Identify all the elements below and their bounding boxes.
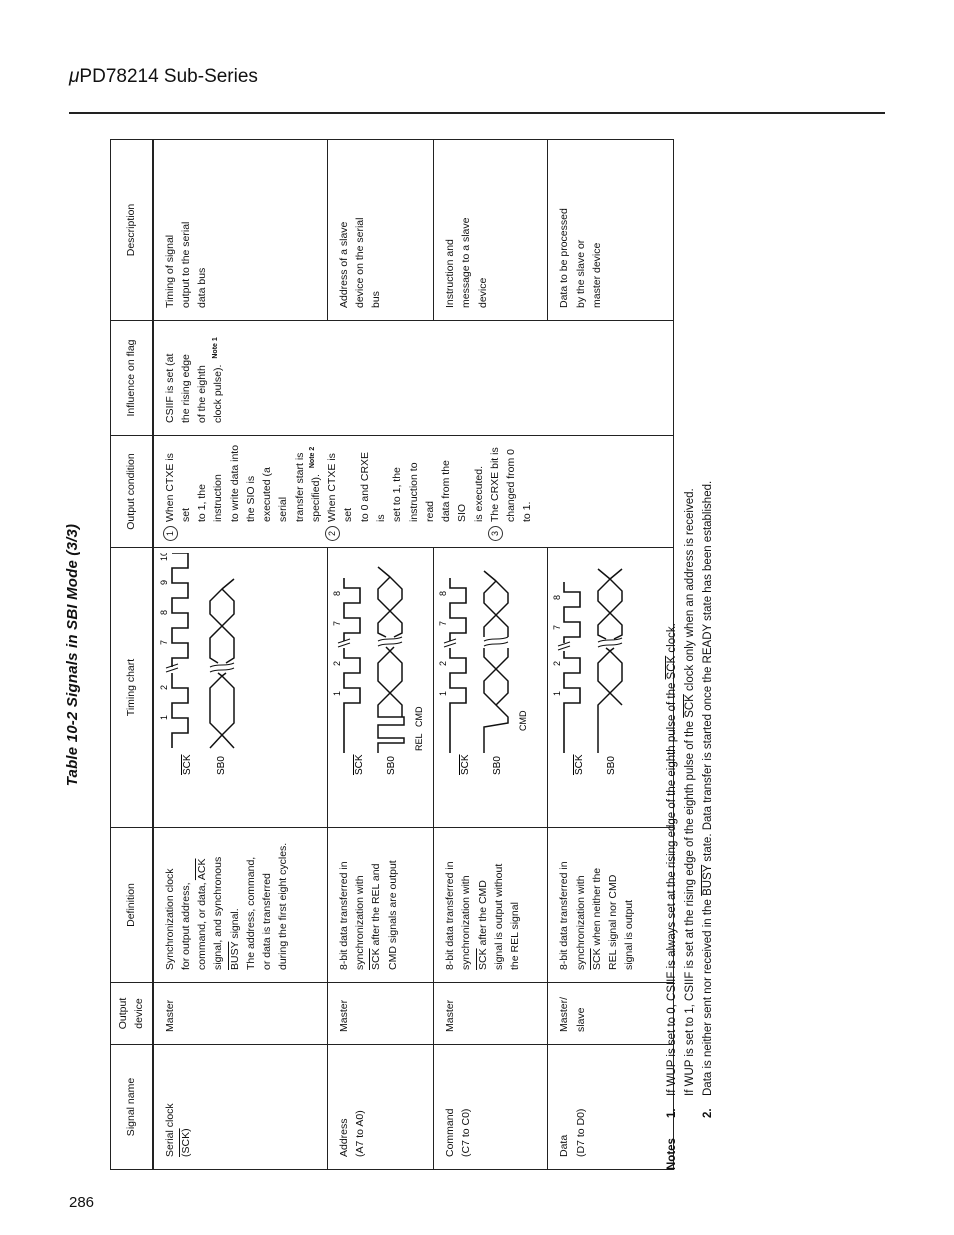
- pulse-9: 9: [158, 579, 169, 585]
- col-output-device: Output device: [111, 983, 153, 1045]
- pulse-8: 8: [552, 594, 563, 600]
- sb0-waveform: [484, 571, 508, 753]
- note-2-line: 2.Data is neither sent nor received in the BUSY state. Data transfer is started once the READY state has been established.: [702, 480, 714, 1118]
- chart-sck-label: SCK: [181, 754, 193, 775]
- pulse-2: 2: [331, 660, 342, 666]
- pulse-1: 1: [158, 714, 169, 720]
- sck-break-mark: [166, 668, 178, 672]
- chart-cmd-label: CMD: [518, 710, 529, 731]
- cell-definition: Synchronization clock for output address, command, or data, $\overline{ACK}$ signal, and synchronous BUSY signal. The address, command, or data is transferred during the first eight cycles.: [153, 828, 328, 983]
- notes-label: Notes: [666, 1138, 678, 1170]
- sb0-waveform: [378, 567, 404, 753]
- timing-chart-data: [552, 553, 652, 823]
- condition-2-number: 2: [325, 526, 340, 541]
- cell-description: Address of a slave device on the serial bus: [327, 140, 433, 321]
- sck-break-mark: [444, 643, 456, 647]
- sck-break-mark: [558, 646, 570, 650]
- cell-definition: 8-bit data transferred in synchronization with $\overline{SCK}$ when neither the REL signal nor CMD signal is output: [548, 828, 674, 983]
- table-row-command: [434, 140, 548, 1170]
- cell-signal-name: Data (D7 to D0): [548, 1045, 674, 1170]
- cell-signal-name: Serial clock (SCK): [153, 1045, 328, 1170]
- timing-chart-serial-clock: [158, 553, 318, 823]
- chart-sb0-label: SB0: [492, 756, 504, 775]
- pulse-2: 2: [438, 660, 449, 666]
- chart-rel-label: REL: [413, 733, 424, 751]
- pulse-2: 2: [158, 684, 169, 690]
- chart-sb0-label: SB0: [385, 756, 397, 775]
- cell-description: Timing of signal output to the serial data bus: [153, 140, 328, 321]
- pulse-1: 1: [331, 690, 342, 696]
- page-header-title: μPD78214 Sub-Series: [69, 66, 258, 87]
- cell-description: Instruction and message to a slave device: [434, 140, 548, 321]
- sck-waveform: [450, 578, 466, 753]
- pulse-10: 10: [158, 553, 169, 561]
- chart-cmd-label: CMD: [413, 706, 424, 727]
- table-caption: Table 10-2 Signals in SBI Mode (3/3): [64, 523, 81, 787]
- condition-3-number: 3: [488, 526, 503, 541]
- sck-waveform: [564, 582, 580, 753]
- cell-output-device: Master: [153, 983, 328, 1045]
- cell-output-condition: [153, 436, 674, 548]
- cell-description: Data to be processed by the slave or master device: [548, 140, 674, 321]
- chart-sb0-label: SB0: [215, 756, 227, 775]
- condition-1-number: 1: [163, 526, 178, 541]
- cell-timing-chart: [153, 548, 328, 828]
- cell-output-device: Master: [434, 983, 548, 1045]
- cell-timing-chart: [327, 548, 433, 828]
- sb0-break-mark: [210, 663, 234, 672]
- table-row-address: [327, 140, 433, 1170]
- pulse-8: 8: [331, 590, 342, 596]
- col-output-condition: Output condition: [111, 436, 153, 548]
- cell-definition: 8-bit data transferred in synchronization with $\overline{SCK}$ after the REL and CMD signals are output: [327, 828, 433, 983]
- col-definition: Definition: [111, 828, 153, 983]
- sbi-signals-table: [110, 139, 674, 1170]
- timing-chart-address: [332, 553, 424, 823]
- pulse-7: 7: [438, 620, 449, 626]
- pulse-8: 8: [158, 609, 169, 615]
- note-2-ref: Note 2: [309, 446, 317, 469]
- col-influence-on-flag: Influence on flag: [111, 321, 153, 436]
- sb0-waveform: [210, 579, 234, 748]
- pulse-8: 8: [438, 590, 449, 596]
- sb0-break-mark: [378, 637, 402, 646]
- sb0-break-mark: [598, 638, 622, 647]
- pulse-7: 7: [158, 639, 169, 645]
- cell-output-device: Master/ slave: [548, 983, 674, 1045]
- cell-definition: 8-bit data transferred in synchronization with $\overline{SCK}$ after the CMD signal is output without the REL signal: [434, 828, 548, 983]
- chart-sck-label: SCK: [353, 754, 365, 775]
- cell-signal-name: Command (C7 to C0): [434, 1045, 548, 1170]
- pulse-1: 1: [552, 690, 563, 696]
- cell-timing-chart: [434, 548, 548, 828]
- cell-timing-chart: [548, 548, 674, 828]
- col-description: Description: [111, 140, 153, 321]
- note-1-line-1: 1.If WUP is set to 0, CSIIF is always set at the rising edge of the eighth pulse of the $\overline{SCK}$ clock.: [666, 623, 678, 1118]
- condition-1: 1 When CTXE is set to 1, the instruction to write data into the SIO is executed (a serial transfer start is specified).$^{Note 2}$: [162, 442, 325, 541]
- rotated-table-area: [64, 140, 730, 1170]
- sck-waveform: [172, 553, 188, 748]
- sb0-waveform: [598, 569, 622, 753]
- table-row-data: [548, 140, 674, 1170]
- col-signal-name: Signal name: [111, 1045, 153, 1170]
- pulse-1: 1: [438, 690, 449, 696]
- table-row-serial-clock: [153, 140, 328, 1170]
- header-rule: [69, 112, 885, 114]
- note-1-ref: Note 1: [211, 337, 219, 359]
- sck-break-mark: [338, 643, 350, 647]
- note-1-line-2: If WUP is set to 1, CSIIF is set at the rising edge of the eighth pulse of the $\overline{SCK}$ clock only when an address is received.: [684, 488, 696, 1096]
- pulse-7: 7: [552, 624, 563, 630]
- sck-waveform: [344, 578, 360, 753]
- condition-2: 2 When CTXE is set to 0 and CRXE is set to 1, the instruction to read data from the SIO is executed.: [324, 442, 487, 541]
- sb0-break-mark: [484, 637, 508, 646]
- chart-sck-label: SCK: [460, 754, 472, 775]
- pulse-7: 7: [331, 620, 342, 626]
- col-timing-chart: Timing chart: [111, 548, 153, 828]
- table-header-row: [111, 140, 153, 1170]
- chart-sck-label: SCK: [574, 754, 586, 775]
- cell-signal-name: Address (A7 to A0): [327, 1045, 433, 1170]
- pulse-2: 2: [552, 660, 563, 666]
- page-number: 286: [69, 1194, 95, 1211]
- chart-sb0-label: SB0: [606, 756, 618, 775]
- cell-output-device: Master: [327, 983, 433, 1045]
- timing-chart-command: [438, 553, 538, 823]
- cell-influence-on-flag: CSIIF is set (at the rising edge of the eighth clock pulse).$^{Note 1}$: [153, 321, 674, 436]
- condition-3: 3 The CRXE bit is changed from 0 to 1.: [487, 442, 536, 541]
